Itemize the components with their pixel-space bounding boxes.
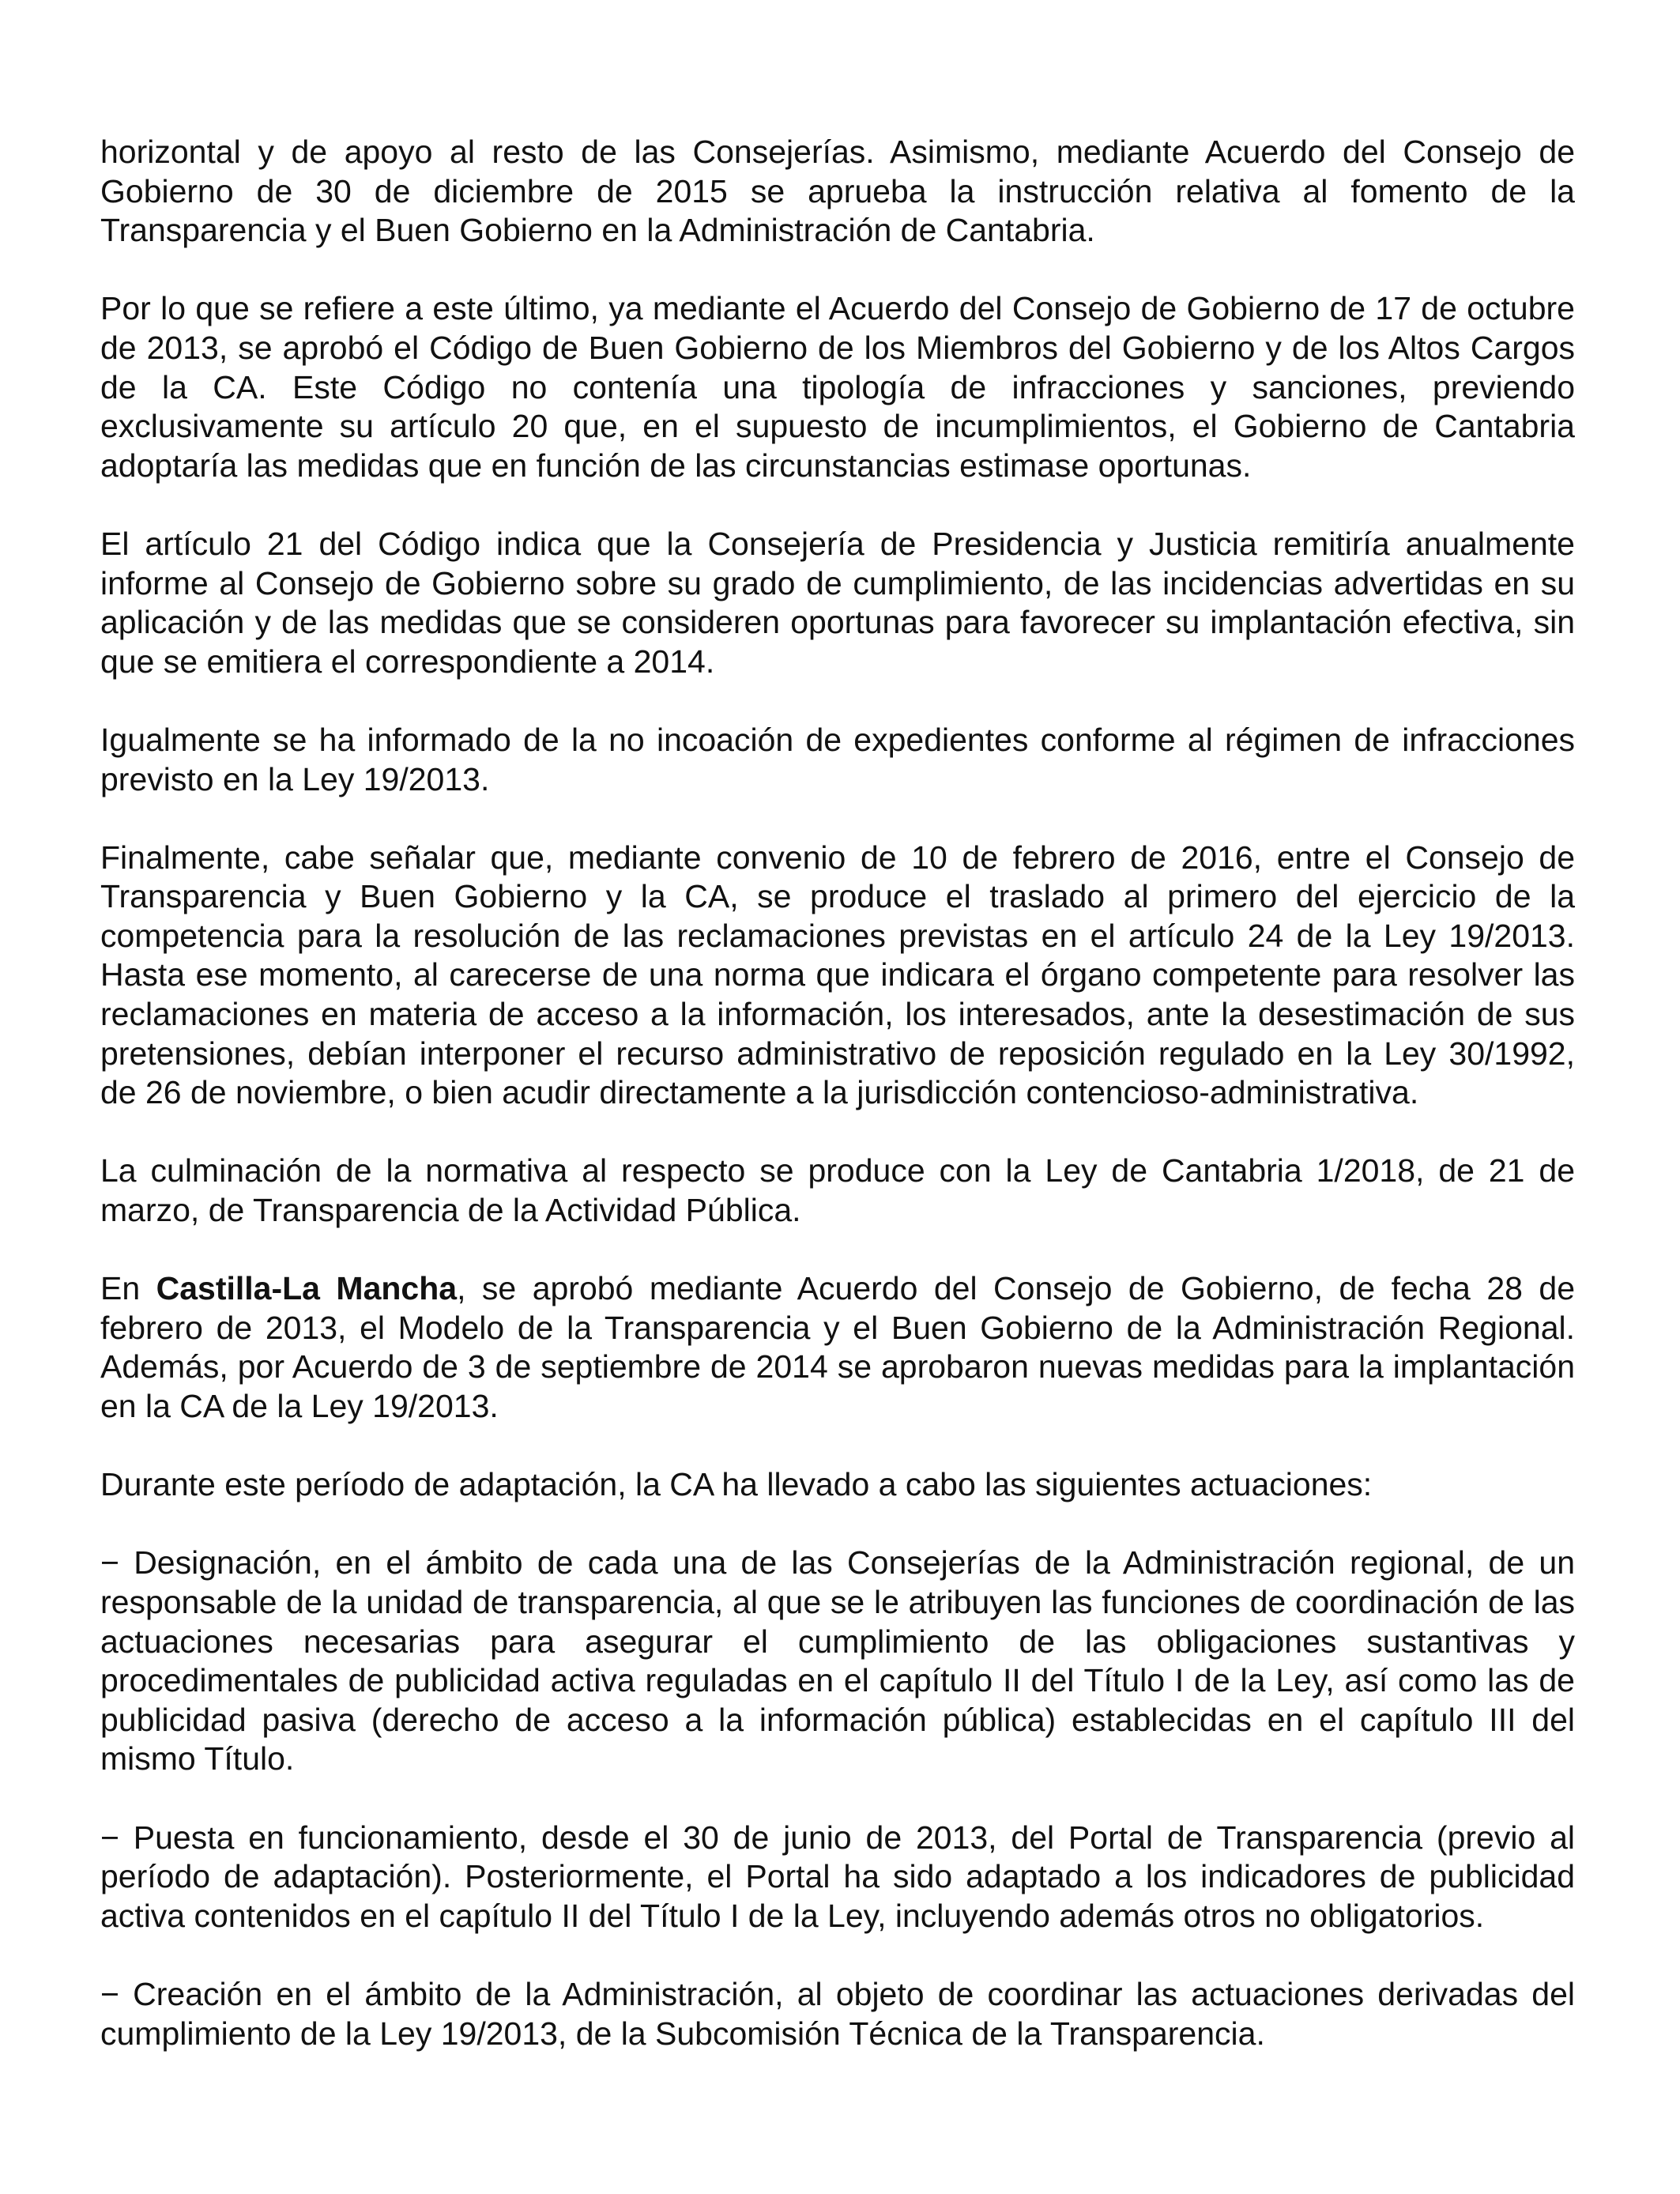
list-item-portal: − Puesta en funcionamiento, desde el 30 de junio de 2013, del Portal de Transparencia (previo al período de adaptación). Posteriormente, el Portal ha sido adaptado a los indicadores de publicidad activa contenidos en el capítulo II del Título I de la Ley, incluyendo además otros no obligatorios. [100,1819,1575,1934]
paragraph-7 [100,1269,1575,1426]
region-name-castilla-la-mancha: Castilla-La Mancha [156,1270,458,1307]
list-item-designacion: − Designación, en el ámbito de cada una de las Consejerías de la Administración regional, de un responsable de la unidad de transparencia, al que se le atribuyen las funciones de coordinación de las actuaciones necesarias para asegurar el cumplimiento de las obligaciones sustantivas y procedimentales de publicidad activa reguladas en el capítulo II del Título I de la Ley, así como las de publicidad pasiva (derecho de acceso a la información pública) establecidas en el capítulo III del mismo Título. [100,1544,1575,1777]
list-item-subcomision: − Creación en el ámbito de la Administración, al objeto de coordinar las actuaciones derivadas del cumplimiento de la Ley 19/2013, de la Subcomisión Técnica de la Transparencia. [100,1975,1575,2052]
paragraph-1: horizontal y de apoyo al resto de las Consejerías. Asimismo, mediante Acuerdo del Consejo de Gobierno de 30 de diciembre de 2015 se aprueba la instrucción relativa al fomento de la Transparencia y el Buen Gobierno en la Administración de Cantabria. [100,134,1575,249]
paragraph-2: Por lo que se refiere a este último, ya mediante el Acuerdo del Consejo de Gobierno de 17 de octubre de 2013, se aprobó el Código de Buen Gobierno de los Miembros del Gobierno y de los Altos Cargos de la CA. Este Código no contenía una tipología de infracciones y sanciones, previendo exclusivamente su artículo 20 que, en el supuesto de incumplimientos, el Gobierno de Cantabria adoptaría las medidas que en función de las circunstancias estimase oportunas. [100,290,1575,484]
paragraph-7-prefix: En [100,1270,156,1307]
paragraph-7-body: , se aprobó mediante Acuerdo del Consejo de Gobierno, de fecha 28 de febrero de 2013, el Modelo de la Transparencia y el Buen Gobierno de la Administración Regional. Además, por Acuerdo de 3 de septiembre de 2014 se aprobaron nuevas medidas para la implantación en la CA de la Ley 19/2013. [100,1270,1575,1424]
paragraph-6: La culminación de la normativa al respecto se produce con la Ley de Cantabria 1/2018, de 21 de marzo, de Transparencia de la Actividad Pública. [100,1152,1575,1229]
paragraph-4: Igualmente se ha informado de la no incoación de expedientes conforme al régimen de infracciones previsto en la Ley 19/2013. [100,721,1575,797]
document-page [100,133,1575,2053]
paragraph-8: Durante este período de adaptación, la CA ha llevado a cabo las siguientes actuaciones: [100,1466,1373,1503]
paragraph-5: Finalmente, cabe señalar que, mediante convenio de 10 de febrero de 2016, entre el Consejo de Transparencia y Buen Gobierno y la CA, se produce el traslado al primero del ejercicio de la competencia para la resolución de las reclamaciones previstas en el artículo 24 de la Ley 19/2013. Hasta ese momento, al carecerse de una norma que indicara el órgano competente para resolver las reclamaciones en materia de acceso a la información, los interesados, ante la desestimación de sus pretensiones, debían interponer el recurso administrativo de reposición regulado en la Ley 30/1992, de 26 de noviembre, o bien acudir directamente a la jurisdicción contencioso-administrativa. [100,839,1575,1111]
paragraph-3: El artículo 21 del Código indica que la Consejería de Presidencia y Justicia remitiría anualmente informe al Consejo de Gobierno sobre su grado de cumplimiento, de las incidencias advertidas en su aplicación y de las medidas que se consideren oportunas para favorecer su implantación efectiva, sin que se emitiera el correspondiente a 2014. [100,525,1575,680]
